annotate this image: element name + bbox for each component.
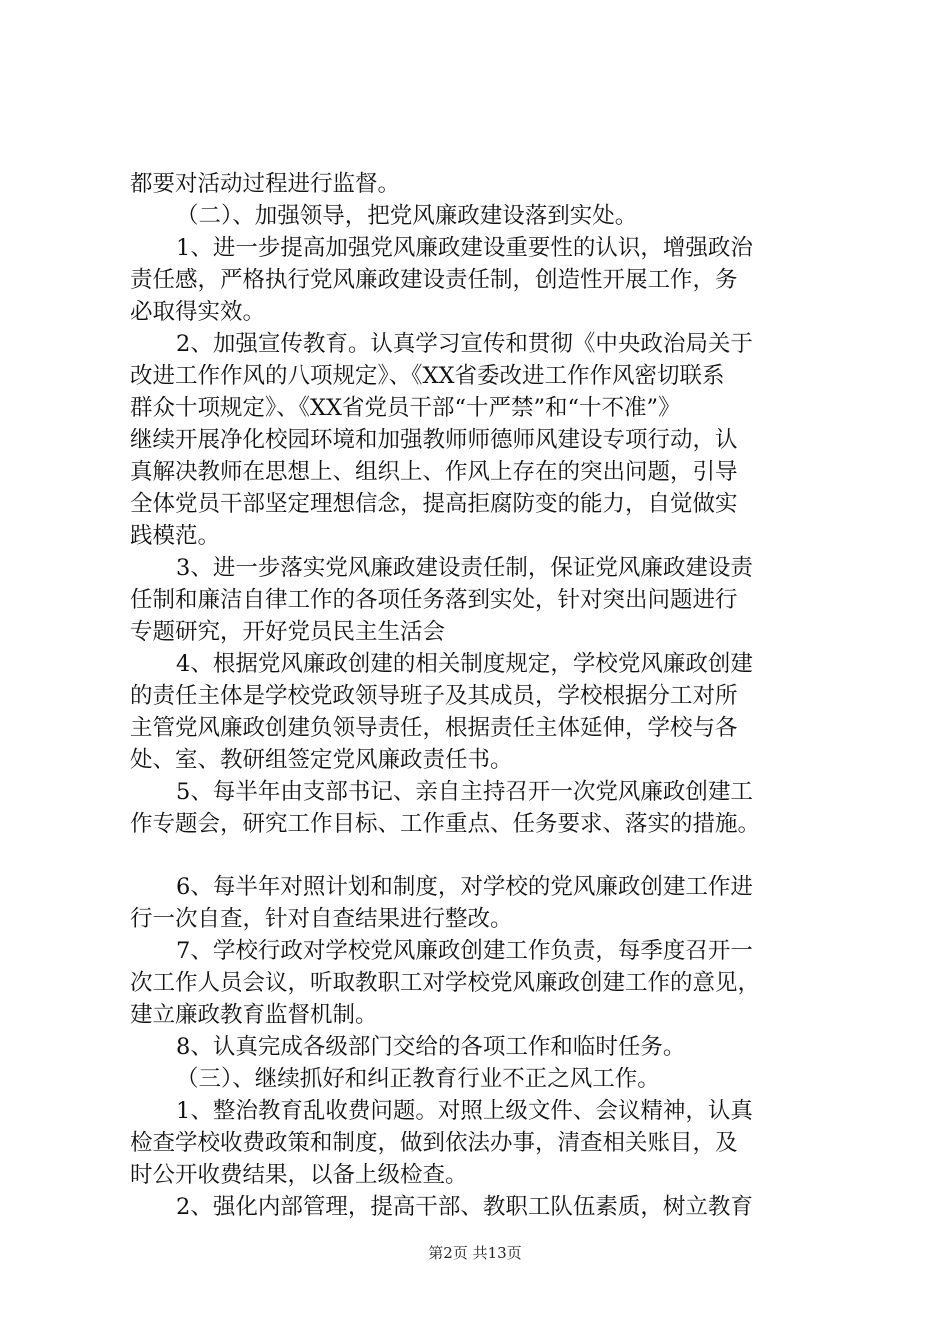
- text-line: 真解决教师在思想上、组织上、作风上存在的突出问题，引导: [130, 459, 738, 485]
- text-line: 处、室、教研组签定党风廉政责任书。: [130, 747, 513, 773]
- text-line: 群众十项规定》、《XX省党员干部“十严禁”和“十不准”》: [130, 395, 681, 421]
- blank-line: [130, 840, 835, 871]
- text-line: 1、整治教育乱收费问题。对照上级文件、会议精神，认真: [176, 1098, 753, 1124]
- text-line: 全体党员干部坚定理想信念，提高拒腐防变的能力，自觉做实: [130, 491, 738, 517]
- text-line: 必取得实效。: [130, 299, 266, 325]
- text-line: 责任感，严格执行党风廉政建设责任制，创造性开展工作，务: [130, 267, 738, 293]
- text-line: 的责任主体是学校党政领导班子及其成员，学校根据分工对所: [130, 683, 738, 709]
- text-line: 都要对活动过程进行监督。: [130, 171, 401, 197]
- text-line: 3、进一步落实党风廉政建设责任制，保证党风廉政建设责: [176, 555, 753, 581]
- text-line: 7、学校行政对学校党风廉政创建工作负责，每季度召开一: [176, 938, 753, 964]
- text-line: 主管党风廉政创建负领导责任，根据责任主体延伸，学校与各: [130, 715, 738, 741]
- page-number: 第2页 共13页: [428, 1244, 522, 1262]
- text-line: 8、认真完成各级部门交给的各项工作和临时任务。: [176, 1034, 686, 1060]
- section-heading: （二）、加强领导，把党风廉政建设落到实处。: [176, 203, 638, 229]
- document-body: [130, 168, 835, 1223]
- text-line: 6、每半年对照计划和制度，对学校的党风廉政创建工作进: [176, 874, 753, 900]
- text-line: 4、根据党风廉政创建的相关制度规定，学校党风廉政创建: [176, 651, 753, 677]
- section-heading: （三）、继续抓好和纠正教育行业不正之风工作。: [176, 1066, 660, 1092]
- text-line: 改进工作作风的八项规定》、《XX省委改进工作作风密切联系: [130, 363, 725, 389]
- text-line: 行一次自查，针对自查结果进行整改。: [130, 906, 513, 932]
- text-line: 任制和廉洁自律工作的各项任务落到实处，针对突出问题进行: [130, 587, 738, 613]
- text-line: 践模范。: [130, 523, 221, 549]
- text-line: 1、进一步提高加强党风廉政建设重要性的认识，增强政治: [176, 235, 753, 261]
- text-line: 作专题会，研究工作目标、工作重点、任务要求、落实的措施。: [130, 811, 761, 837]
- text-line: 2、强化内部管理，提高干部、教职工队伍素质，树立教育: [176, 1194, 753, 1220]
- text-line: 检查学校收费政策和制度，做到依法办事，清查相关账目，及: [130, 1130, 738, 1156]
- text-line: 2、加强宣传教育。认真学习宣传和贯彻《中央政治局关于: [176, 331, 753, 357]
- text-line: 继续开展净化校园环境和加强教师师德师风建设专项行动，认: [130, 427, 738, 453]
- text-line: 专题研究，开好党员民主生活会: [130, 619, 446, 645]
- text-line: 时公开收费结果，以备上级检查。: [130, 1162, 468, 1188]
- text-line: 5、每半年由支部书记、亲自主持召开一次党风廉政创建工: [176, 779, 753, 805]
- text-line: 次工作人员会议，听取教职工对学校党风廉政创建工作的意见，: [130, 970, 761, 996]
- text-line: 建立廉政教育监督机制。: [130, 1002, 378, 1028]
